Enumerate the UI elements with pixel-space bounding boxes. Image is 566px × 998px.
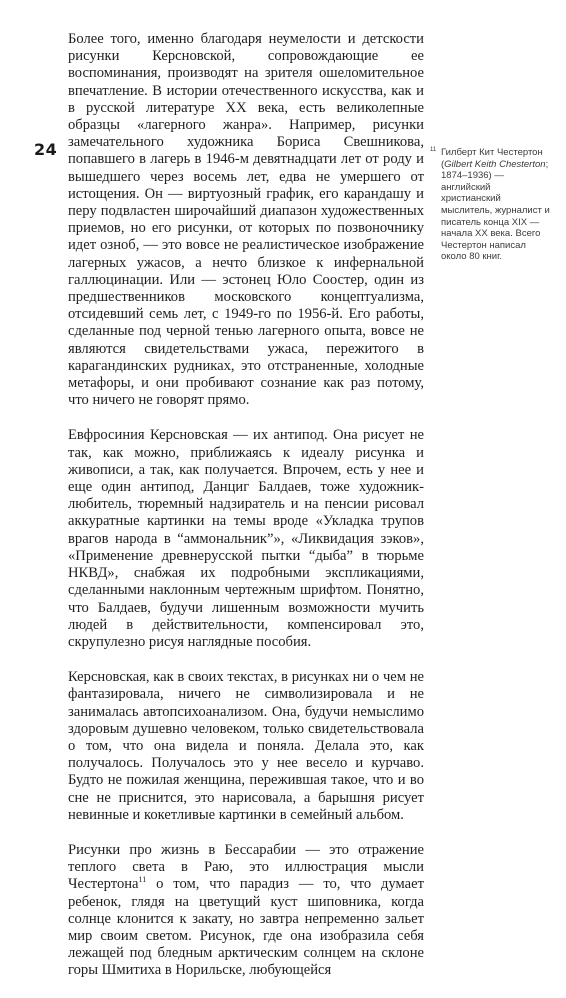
- paragraph-1: Более того, именно благодаря неумелости и детскости рисунки Керсновской, сопровождающие ее воспоминания, производят на зрителя ошеломительное впечатление. В истории отечественного искусства, как и в русской литературе XX века, есть великолепные образцы «лагерного жанра». Например, рисунки замечательного художника Бориса Свешникова, попавшего в лагерь в 1946-м девятнадцати лет от роду и вышедшего через восемь лет, едва не умершего от истощения. Он — виртуозный график, его карандашу и перу подвластен широчайший диапазон художественных приемов, но его рисунки, от которых по позвоночнику идет озноб, — это вовсе не реалистическое изображение лагерных ужасов, а нечто близкое к инфернальной галлюцинации. Или — эстонец Юло Соостер, один из предшественников московского концептуализма, отсидевший семь лет, с 1949-го по 1956-й. Его работы, сделанные под черной тенью лагерного опыта, вовсе не являются свидетельствами ужаса, пережитого в карагандинских рудниках, это отстраненные, холодные метафоры, и они пробивают сознание как раз потому, что ничего не говорят прямо.: [68, 31, 424, 409]
- main-text-column: [68, 31, 424, 998]
- paragraph-2: Евфросиния Керсновская — их антипод. Она рисует не так, как можно, приближаясь к идеалу рисунка и живописи, а так, как получается. Впрочем, есть у нее и еще один антипод, Данциг Балдаев, тоже художник-любитель, тюремный надзиратель и на пенсии рисовал аккуратные картинки на темы вроде «Укладка трупов врагов народа в “аммональник”», «Ликвидация зэков», «Применение древнерусской пытки “дыба” в тюрьме НКВД», снабжая их подробными экспликациями, сделанными наклонным чертежным шрифтом. Понятно, что Балдаев, будучи лишенным возможности мучить людей в действительности, компенсировал это, скрупулезно рисуя наглядные пособия.: [68, 427, 424, 650]
- paragraph-3: Керсновская, как в своих текстах, в рисунках ни о чем не фантазировала, ничего не символизировала и не занималась автопсихоанализом. Она, будучи немыслимо здоровым душевно человеком, только свидетельствовала о том, что она видела и поняла. Делала это, как получалось. Получалось это у нее весело и курчаво. Будто не пожилая женщина, пережившая такое, что и во сне не приснится, это нарисовала, а барышня рисует невинные и кокетливые картинки в семейный альбом.: [68, 669, 424, 823]
- footnote-original-name: Gilbert Keith Chesterton: [444, 158, 546, 170]
- footnote-number: 11: [430, 147, 437, 153]
- footnote-text-before: Гилберт Кит Честертон (: [441, 147, 543, 170]
- footnote: [430, 147, 551, 263]
- page-number: 24: [34, 140, 58, 159]
- paragraph-4: [68, 842, 424, 980]
- footnote-text-after: ; 1874–1936) — английский христианский мыслитель, журналист и писатель конца XIX — начала XX века. Всего Честертон написал около 80 книг.: [441, 158, 550, 263]
- footnote-reference: 11: [138, 875, 147, 885]
- paragraph-4-text-before-ref: Рисунки про жизнь в Бессарабии — это отражение теплого света в Раю, это иллюстрация мысли Честертона: [68, 841, 424, 893]
- paragraph-4-text-after-ref: о том, что парадиз — то, что думает ребенок, глядя на цветущий куст шиповника, когда солнце клонится к закату, но завтра непременно зальет мир своим светом. Рисунок, где она изобразила себя лежащей под бледным арктическим солнцем на склоне горы Шмитиха в Норильске, любующейся: [68, 876, 424, 979]
